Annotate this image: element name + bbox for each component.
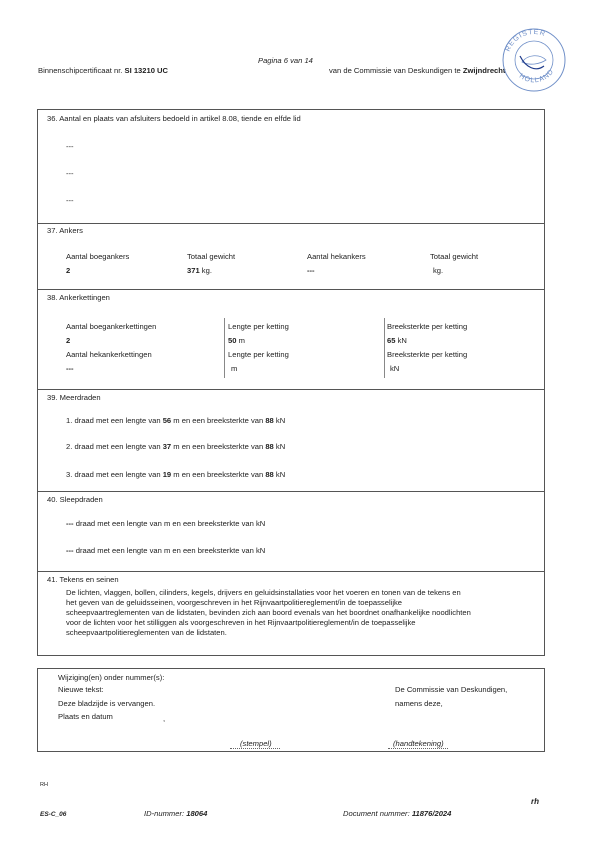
id-number — [144, 809, 207, 818]
chain-length-label: Lengte per ketting — [228, 322, 289, 331]
chain-strength-label: Breeksterkte per ketting — [387, 322, 468, 331]
rope-strength: 88 — [265, 470, 274, 479]
form-code: ES-C_06 — [40, 811, 67, 818]
rope-text: 3. draad met een lengte van — [66, 470, 161, 479]
rope-text: 2. draad met een lengte van — [66, 442, 161, 451]
rope-text: m en een breeksterkte van — [173, 470, 264, 479]
new-text-label: Nieuwe tekst: — [58, 685, 104, 694]
signals-text-line: voor de lichten voor het stilliggen als voorgeschreven in het Rijnvaartpolitiereglement/in de toepasselijke — [66, 618, 416, 627]
stern-anchors-value: --- — [307, 266, 315, 275]
section-36-title: 36. Aantal en plaats van afsluiters bedoeld in artikel 8.08, tiende en elfde lid — [47, 114, 301, 123]
document-number — [343, 809, 451, 818]
section-38-title: 38. Ankerkettingen — [47, 293, 110, 302]
tow-rope-dash: --- — [66, 519, 74, 528]
id-number-label: ID-nummer: — [144, 809, 185, 818]
commission-signatory: De Commissie van Deskundigen, — [395, 685, 508, 694]
stern-chains-label: Aantal hekankerkettingen — [66, 350, 152, 359]
rope-length: 56 — [162, 416, 172, 425]
certificate-number: SI 13210 UC — [124, 66, 169, 75]
total-weight-label-2: Totaal gewicht — [430, 252, 479, 261]
page-replaced-label: Deze bladzijde is vervangen. — [58, 699, 156, 708]
mooring-rope-row — [66, 470, 285, 479]
bow-anchors-label: Aantal boegankers — [66, 252, 130, 261]
mooring-rope-row — [66, 416, 285, 425]
place-date-label: Plaats en datum — [58, 712, 113, 721]
divider — [37, 389, 545, 390]
stern-anchors-label: Aantal hekankers — [307, 252, 366, 261]
rope-unit: kN — [275, 470, 286, 479]
s36-line: --- — [66, 169, 74, 178]
total-weight-value: 371 — [187, 266, 200, 275]
s36-line: --- — [66, 196, 74, 205]
column-divider — [224, 318, 225, 378]
tow-rope-text: draad met een lengte van m en een breeksterkte van kN — [75, 546, 266, 555]
signals-text-line: scheepvaartpolitiereglementen van de lidstaten. — [66, 628, 227, 637]
signals-text-line: scheepvaartreglementen van de lidstaten, bevinden zich aan boord evenals van het boordnet onafhankelijke noodlichten — [66, 608, 471, 617]
rope-unit: kN — [275, 442, 286, 451]
form-sections-box — [37, 109, 545, 656]
bow-chains-label: Aantal boegankerkettingen — [66, 322, 157, 331]
document-number-label: Document nummer: — [343, 809, 410, 818]
stamp-label: (stempel) — [240, 739, 272, 748]
chain-length-value: 50 — [228, 336, 237, 345]
divider — [37, 571, 545, 572]
certificate-label-text: Binnenschipcertificaat nr. — [38, 66, 123, 75]
stern-chains-value: --- — [66, 364, 74, 373]
section-37-title: 37. Ankers — [47, 226, 83, 235]
commission-line — [329, 66, 505, 75]
s36-line: --- — [66, 142, 74, 151]
section-41-title: 41. Tekens en seinen — [47, 575, 119, 584]
tow-rope-row — [66, 546, 265, 555]
rope-text: m en een breeksterkte van — [173, 416, 264, 425]
weight-unit: kg. — [201, 266, 212, 275]
rope-length: 37 — [162, 442, 172, 451]
total-weight-label: Totaal gewicht — [187, 252, 236, 261]
stamp-top-text: REGISTER — [504, 28, 547, 53]
rope-strength: 88 — [265, 442, 274, 451]
certificate-label — [38, 66, 168, 75]
signals-text-line: De lichten, vlaggen, bollen, cilinders, kegels, drijvers en geluidsinstallaties voor het voeren en tonen van de tekens en — [66, 588, 461, 597]
page-number: Pagina 6 van 14 — [258, 56, 313, 65]
rope-length: 19 — [162, 470, 172, 479]
rope-strength: 88 — [265, 416, 274, 425]
divider — [37, 223, 545, 224]
register-holland-stamp — [500, 26, 568, 94]
strength-unit-2: kN — [390, 364, 400, 373]
svg-text:REGISTER — [505, 29, 547, 53]
chain-strength-value: 65 — [387, 336, 396, 345]
rh-mark: RH — [40, 782, 48, 788]
chain-length-label-2: Lengte per ketting — [228, 350, 289, 359]
on-behalf-label: namens deze, — [395, 699, 443, 708]
section-40-title: 40. Sleepdraden — [47, 495, 103, 504]
tow-rope-row — [66, 519, 265, 528]
length-unit: m — [238, 336, 245, 345]
svg-text:HOLLAND — [518, 68, 556, 84]
id-number-value: 18064 — [186, 809, 208, 818]
tow-rope-dash: --- — [66, 546, 74, 555]
section-39-title: 39. Meerdraden — [47, 393, 101, 402]
place-date-comma: , — [163, 714, 166, 723]
signature-line — [388, 748, 448, 749]
bow-anchors-value: 2 — [66, 266, 71, 275]
initials: rh — [531, 797, 539, 806]
divider — [37, 289, 545, 290]
rope-text: 1. draad met een lengte van — [66, 416, 161, 425]
divider — [37, 491, 545, 492]
strength-unit: kN — [397, 336, 407, 345]
commission-city: Zwijndrecht — [462, 66, 506, 75]
signature-label: (handtekening) — [393, 739, 444, 748]
stamp-bottom-text: HOLLAND — [517, 68, 556, 85]
rope-unit: kN — [275, 416, 286, 425]
weight-unit-2: kg. — [433, 266, 444, 275]
bow-chains-value: 2 — [66, 336, 71, 345]
commission-text: van de Commissie van Deskundigen te — [329, 66, 461, 75]
column-divider — [384, 318, 385, 378]
length-unit-2: m — [231, 364, 238, 373]
document-number-value: 11876/2024 — [411, 809, 452, 818]
change-numbers-label: Wijziging(en) onder nummer(s): — [58, 673, 165, 682]
mooring-rope-row — [66, 442, 285, 451]
tow-rope-text: draad met een lengte van m en een breeksterkte van kN — [75, 519, 266, 528]
stamp-line — [230, 748, 280, 749]
chain-strength-label-2: Breeksterkte per ketting — [387, 350, 468, 359]
signals-text-line: het geven van de geluidsseinen, voorgeschreven in het Rijnvaartpolitiereglement/in de toepasselijke — [66, 598, 403, 607]
rope-text: m en een breeksterkte van — [173, 442, 264, 451]
